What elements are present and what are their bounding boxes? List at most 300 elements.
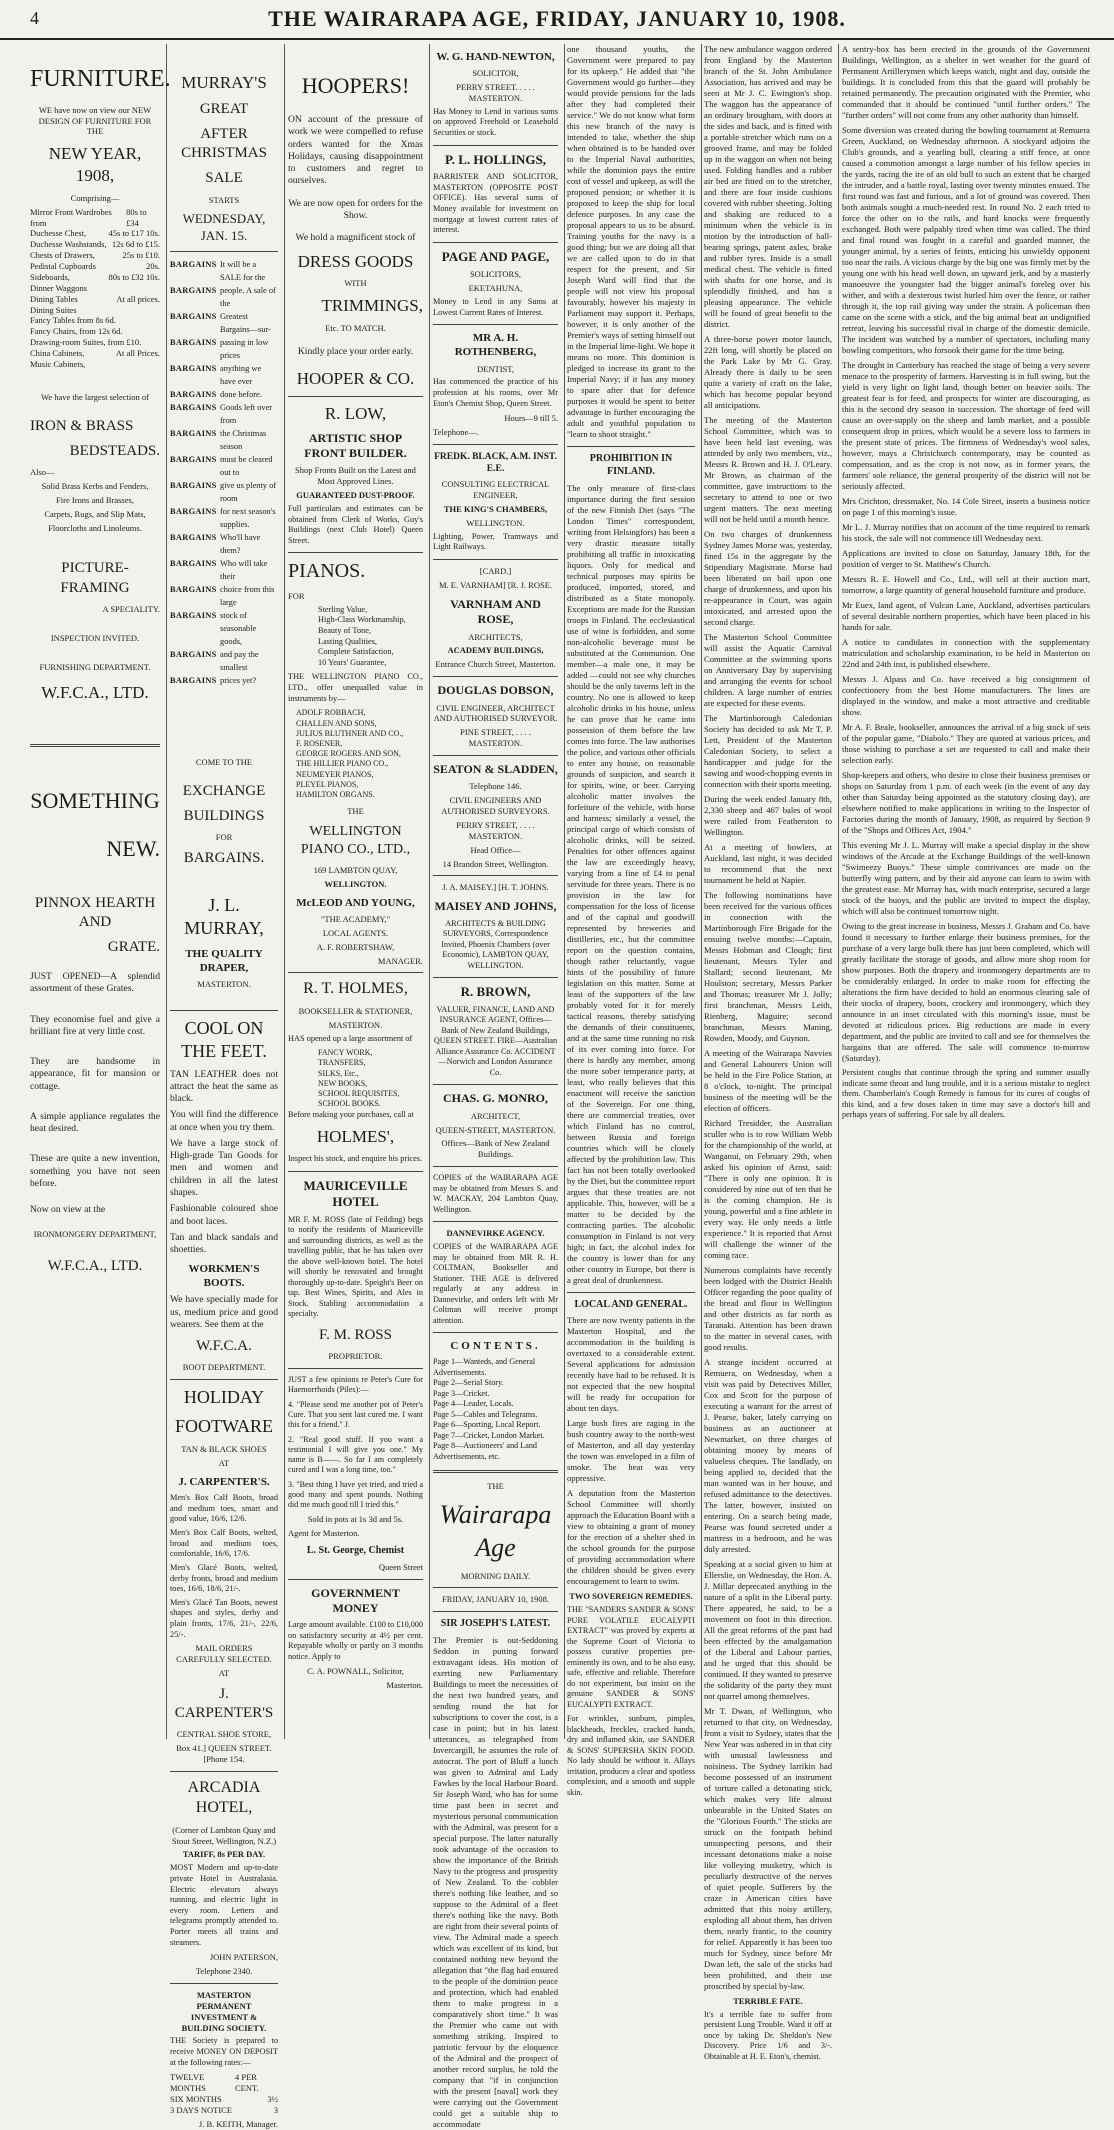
divider xyxy=(433,145,558,146)
holmes-heading: R. T. HOLMES, xyxy=(303,980,408,998)
leader-text: The Premier is out-Seddoning Seddon in putting forward extravagant ideas. His motion of exerting new Parliamentary Buildings to meet the necessities of the next two hundred years, and sending round the hat for subscriptions to cover the cost, is a case in point; but in his latest utterances, as telegraphed from Invercargill, he assumes the role of autocrat. The port of Bluff a lunch was given to Admiral and Lady Fawkes by the local Harbour Board. Sir Joseph Ward, who has for some time past been in secret and mysterious personal communication with the Admiral, was present for a special purpose. The latter naturally took advantage of the occasion to show the importance of the British Navy to the progress and prosperity of New Zealand. To the cobbler there's nothing like leather, and so suppose to the Admiral of a fleet there's nothing like the navy. Both are right from their several points of view. The Admiral made a speech which was excellent of its kind, but contained nothing new beyond the allegation that "the flag had ensured to the people of the dominion peace and protection, which had enabled them to make progress in a comparatively short time." It was the Premier who came out with something striking. Inspired to patriotic fervour by the eloquence of the Admiral and the prospect of another record surplus, he told the company that "if in conjunction with the present [naval] work they were carrying out the Government could get a suitable ship to accommodate xyxy=(433,1635,558,2130)
holmes-item: SILKS, Etc., xyxy=(318,1068,359,1078)
shoe-item: Men's Glacé Tan Boots, newest shapes and styles, derby and plain fronts, 17/6, 21/-, 22/6, 25/-. xyxy=(170,1597,278,1639)
local-item: A deputation from the Masterton School Committee will shortly approach the Education Board with a view to obtaining a grant of money for the erection of a shelter shed in the school grounds for the purpose of providing accommodation where the children should be given every encouragement to learn to swim. xyxy=(567,1488,695,1587)
picture-framing-heading: PICTURE-FRAMING xyxy=(60,560,130,596)
tariff-label: TARIFF, 8s PER DAY. xyxy=(182,1849,266,1860)
price-row: Drawing-room Suites, from £10. xyxy=(30,337,142,348)
bargains-line: and pay the smallest xyxy=(220,650,259,673)
ad-text: Full particulars and estimates can be obtained from Clerk of Works, Guy's Buildings (next Club Hotel) Queen Street. xyxy=(288,503,423,545)
grate-text: JUST OPENED—A splendid assortment of these Grates. xyxy=(30,971,160,995)
piano-quality: Sterling Value, xyxy=(318,604,368,614)
newspaper-title: THE WAIRARAPA AGE, FRIDAY, JANUARY 10, 1908. xyxy=(268,6,846,31)
academy-buildings: ACADEMY BUILDINGS, xyxy=(447,645,544,656)
bargains-key: BARGAINS xyxy=(170,311,217,321)
divider xyxy=(170,1983,278,1984)
page-sub: SOLICITORS, xyxy=(469,269,522,280)
divider xyxy=(288,1368,423,1369)
hollings-heading: P. L. HOLLINGS, xyxy=(444,151,547,167)
furniture-price-list xyxy=(30,207,160,370)
monro-address: QUEEN-STREET, MASTERTON. xyxy=(435,1124,556,1135)
price-row: Fancy Chairs, from 12s 6d. xyxy=(30,326,123,337)
bargains-row xyxy=(170,505,278,531)
column-leader-continued xyxy=(567,44,702,1797)
local-item: Messrs J. Alpass and Co. have received a big consignment of confectionery from the best Home manufacturers. The lines are displayed in the window, and make a most attractive and creditable show. xyxy=(842,674,1090,717)
local-general-heading: LOCAL AND GENERAL. xyxy=(574,1298,688,1310)
for-label: FOR xyxy=(215,832,233,843)
also-item: Solid Brass Kerbs and Fenders, xyxy=(41,480,149,491)
bargains-key: BARGAINS xyxy=(170,402,217,412)
bargains-row xyxy=(170,336,278,362)
local-item: During the week ended January 8th, 2,330 sheep and 467 bales of wool were railed from Featherston to Wellington. xyxy=(704,794,832,837)
ad-text: Tan and black sandals and shoetties. xyxy=(170,1231,278,1256)
contents-item: Page 8—Auctioneers' and Land Advertisements, etc. xyxy=(433,1441,538,1461)
bargains-key: BARGAINS xyxy=(170,285,217,295)
ad-text: Has commenced the practice of his profession at his rooms, over Mr Eton's Chemist Shop, Queen Street. xyxy=(433,377,558,408)
testimonial: 3. "Best thing I have yet tried, and tried a good many and spent pounds. Nothing did me much good till I tried this." xyxy=(288,1479,423,1510)
divider xyxy=(288,972,423,973)
leader-text-continued: one thousand youths, the Government were prepared to pay for its upkeep." He added that "the Government would go further—they would provide pensions for the lads after they had completed their service." We do not know what form this new branch of the navy is intended to take, whether the ship when obtained is to be handed over to the Imperial Naval authorities, while the dominion pays the entire cost of vessel and upkeep, as will the proposed pension; or whether it is proposed to keep the ship for local defence purposes. In any case the proposal appears to us to be absurd. Training youths for the navy is a good thing; but we are doing all that we are called upon to do in that respect for the present, and Sir Joseph Ward will find that the people will not view his proposal favourably, however his majesty in Parliament may support it. Perhaps, however, it is only another of the Premier's ways of setting himself out in the Imperial lime-light. We hope it means no more. This dominion is pledged to increase its grant to the Imperial Navy; if it has any money to spare after that for defence purposes it would be spent to better advantage in further encouraging the adult and youthful population to "learn to shoot straight." xyxy=(567,44,695,439)
the-label: THE xyxy=(487,1481,504,1492)
keith-name: J. B. KEITH, Manager. xyxy=(198,2118,278,2129)
local-item: Mr Euex, land agent, of Vulcan Lane, Auckland, advertises particulars of several desirable northern properties, which have been placed in his hands for sale. xyxy=(842,600,1090,632)
bargains-row xyxy=(170,674,278,687)
price-row: Mirror Front Wardrobes from 80s to £34 xyxy=(30,206,147,228)
seaton-sub: CIVIL ENGINEERS AND AUTHORISED SURVEYORS. xyxy=(441,795,550,817)
price-row: Chests of Drawers, 25s to £10. xyxy=(30,250,160,261)
ad-text: Lighting, Power, Tramways and Light Railways. xyxy=(433,531,558,552)
divider xyxy=(170,251,278,252)
boot-dept-label: BOOT DEPARTMENT. xyxy=(182,1362,266,1373)
ad-text: Money to Lend in any Sums at Lowest Current Rates of Interest. xyxy=(433,297,558,317)
ad-text: JUST a few opinions re Peter's Cure for Haemorrhoids (Piles):— xyxy=(288,1374,423,1395)
new-year-heading: NEW YEAR, 1908, xyxy=(48,144,142,186)
local-item: Owing to the great increase in business, Messrs J. Graham and Co. have found it necessary to further enlarge their business premises, for the purchase of a very large bulk there has just been completed, which will greatly facilitate the storage of goods, and allow more shop room for show purposes. Both the drapery and ironmongery departments are to be considerably enlarged. In order to make room for effecting the alterations the firm have decided to hold an enormous clearing sale of their stocks of drapery, boots, crockery and ironmongery, which they announce in an inset circulated with this morning's issue, must be devoted at ridiculous prices. Big reductions are made in every department, and the public are invited to call and see for themselves the bargains that are offered. The sale will commence to-morrow (Saturday). xyxy=(842,921,1090,1063)
at-label: AT xyxy=(218,1667,230,1678)
holiday-heading: HOLIDAY xyxy=(183,1387,265,1408)
monro-heading: CHAS. G. MONRO, xyxy=(443,1091,548,1106)
page-town: EKETAHUNA, xyxy=(468,283,523,294)
leader-heading: SIR JOSEPH'S LATEST. xyxy=(440,1618,551,1630)
divider xyxy=(567,1292,695,1293)
tan-black-label: TAN & BLACK SHOES xyxy=(181,1444,267,1455)
bargains-line: people. A sale of the xyxy=(220,285,276,308)
dobson-heading: DOUGLAS DOBSON, xyxy=(437,683,554,698)
divider xyxy=(433,1611,558,1612)
buildings-heading: BUILDINGS xyxy=(183,808,265,825)
local-item: A strange incident occurred at Remuera, on Wednesday, when a visit was paid by Detectives Miller, Cox and Scott for the purpose of executing a warrant for the arrest of J. Pearse, baker, lately carrying on business as an auctioneer at Newmarket, on three charges of obtaining money by means of valueless cheques. The landlady, on being applied to, decided that the man wanted was in her house, and refused admittance to the detectives. The latter, however, insisted on entering. On a search being made, Pearse was found secreted under a mattress in a bedroom, and he was duly arrested. xyxy=(704,1357,832,1554)
also-item: Floorcloths and Linoleums. xyxy=(48,522,142,533)
bargains-row xyxy=(170,557,278,583)
testimonial: 2. "Real good stuff. If you want a testimonial I will give you one." My name is B——. So far I am completely cured and I was a long time, too." xyxy=(288,1434,423,1475)
contents-item: Page 1—Wanteds, and General Advertisements. xyxy=(433,1357,536,1377)
testimonial: 4. "Please send me another pot of Peter's Cure. That you sent last cured me. I want this for a friend." J. xyxy=(288,1399,423,1430)
hooper-co-heading: HOOPER & CO. xyxy=(296,369,415,389)
sale-date: WEDNESDAY, JAN. 15. xyxy=(182,211,266,243)
bargains-line: Who will take their xyxy=(220,558,268,581)
holmes-item: NEW BOOKS, xyxy=(318,1078,368,1088)
also-item: Fire Irons and Brasses, xyxy=(56,494,134,505)
ad-text: Has Money to Lend in various sums on approved Freehold or Leasehold Securities or stock. xyxy=(433,106,558,137)
local-item: Some diversion was created during the bowling tournament at Remuera Green, Auckland, on Wednesday afternoon. A stockyard adjoins the Club's grounds, and a yearling bull, clearing a stiff fence, at once caused a commotion amongst a large number of his fellow species in the yards, racing the ire of an old bull to such an extent that he charged the intruder, and a battle royal, lasting over twenty minutes ensued. The first round was fast and furious, and a lot of ground was covered. Then both animals sought a much-needed rest. In round No. 2 each tried to force the other on to the rails, and hard knocks were frequently exchanged. Both were palpably tired when time was called. The third and final round was fought in a careful and guarded manner, the younger animal, by a series of feints, enticing his unwieldy opponent too near the rails. A vicious charge by the big one was firmly met by the young one with his head well down, an upward jerk, and by a masterly manoeuvre the youngster had the bigger animal's foreleg over his wither, and with a dexterous twist hurled him over the fence, or rather through it, the top rail giving way under the strain. A policeman then came on the scene with a stick, and the big animal beat an undignified retreat, leaving his successful rival in charge of the domestic demicile. The incident was watched by a number of spectators, including many bowling competitors, who forsook their game for the time being. xyxy=(842,125,1090,355)
ad-text: You will find the difference at once when you try them. xyxy=(170,1109,278,1133)
local-item: The drought in Canterbury has reached the stage of being a very severe menace to the prosperity of farmers. Harvesting is in full swing, but the yield is very light on light land, though better on heavier soils. The greatest fear is for feed, and prospects for winter are discouraging, as this is the second dry season in succession. The shortage of feed will cause an over-supply on the sheep and lamb market, and a possible consequent drop in prices, which would be a severe loss to farmers in the present state of prices. The firmness of Wednesday's wool sales, however, mays a Christchurch contemporary, may be counted as compensation, and as the crop is not now, as in former years, the farmers' sole reliance, the general prosperity of the district will not be seriously affected. xyxy=(842,360,1090,491)
bargains-heading: BARGAINS. xyxy=(183,850,265,867)
holmes-item: TRANSFERS, xyxy=(318,1058,366,1068)
column-local-news xyxy=(704,44,839,2061)
seaton-heading: SEATON & SLADDEN, xyxy=(433,762,558,776)
local-item: The new ambulance waggon ordered from England by the Masterton branch of the St. John Ambulance Association, has arrived and may be seen at Mr J. C. Ewington's shop. The waggon has the appearance of an ordinary brougham, with doors at the sides and back, and is fitted with a portable stretcher which runs on a grooved frame, and may be folded up in the waggon on when not being used. Folding handles and a rubber air bed are fitted on to the stretcher, and there are four inside cushions covered with rubber sheeting. Jolting and shaking are reduced to a minimum when the vehicle is in motion by the introduction of ball-bearing springs, patent axles, brake and rubber tyres. Inside is a small medical chest. The vehicle is fitted with shafts for one horse, and is splendidly finished, and has a pleasing appearance. The vehicle will be found of great benefit to the district. xyxy=(704,44,832,329)
piano-quality: Complete Satisfaction, xyxy=(318,647,394,657)
jl-murray-heading: J. L. MURRAY, xyxy=(184,895,264,939)
hours-label: Hours—9 till 5. xyxy=(504,413,558,424)
ad-text: Agent for Masterton. xyxy=(288,1528,360,1539)
sale-heading: SALE xyxy=(205,170,243,187)
grate-text: A simple appliance regulates the heat desired. xyxy=(30,1110,160,1135)
bedsteads-heading: BEDSTEADS. xyxy=(69,442,160,459)
ad-text: BARRISTER AND SOLICITOR, MASTERTON (OPPOSITE POST OFFICE). Has several sums of Money available for investment on mortgage at lowest current rates of interest. xyxy=(433,172,558,235)
seaton-telephone: Telephone 146. xyxy=(469,781,522,792)
bargains-line: It will be a SALE for the xyxy=(220,259,266,282)
starts-label: STARTS xyxy=(208,194,240,205)
shoe-item: Men's Glacé Boots, welted, derby fronts, broad and medium toes, 16/6, 18/6, 21/-. xyxy=(170,1562,278,1594)
grate-text: They are handsome in appearance, fit for mansion or cottage. xyxy=(30,1056,160,1092)
ad-text: ON account of the pressure of work we were compelled to refuse orders wanted for the Xmas Holidays, causing disappointment to customers and regret to ourselves. xyxy=(288,114,423,187)
bargains-key: BARGAINS xyxy=(170,585,217,595)
divider xyxy=(433,324,558,325)
bargains-key: BARGAINS xyxy=(170,337,217,347)
newton-sub: SOLICITOR, xyxy=(472,68,519,79)
something-heading: SOMETHING xyxy=(30,788,160,814)
newton-heading: W. G. HAND-NEWTON, xyxy=(436,51,555,63)
divider xyxy=(433,1470,558,1473)
arcadia-heading: ARCADIA HOTEL, xyxy=(187,1778,261,1817)
bargains-key: BARGAINS xyxy=(170,389,217,399)
bargains-key: BARGAINS xyxy=(170,454,217,464)
etc-label: Etc. TO MATCH. xyxy=(325,322,386,333)
column-furniture-ads xyxy=(30,44,171,1739)
pine-street: PINE STREET, . . . . MASTERTON. xyxy=(460,727,531,749)
divider xyxy=(433,444,558,445)
rate-row: TWELVE MONTHS 4 PER CENT. xyxy=(170,2072,259,2094)
divider xyxy=(433,1166,558,1167)
local-item: A sentry-box has been erected in the grounds of the Government Buildings, Wellington, as a shelter in wet weather for the guard of Permanent Artillerymen which keeps watch, night and day, outside the buildings. It is concluded from this that the guard will probably be retained permanently. The precaution originated with the Premier, who commanded that it should be continued "until further orders." The "further orders" will not come from any other authority than himself. xyxy=(842,44,1090,120)
for-label: FOR xyxy=(288,590,305,601)
building-society-heading: MASTERTON PERMANENT INVESTMENT & BUILDING SOCIETY. xyxy=(181,1989,267,2033)
divider xyxy=(567,446,695,447)
monro-office: Offices—Bank of New Zealand Buildings. xyxy=(441,1138,550,1160)
column-hoopers-ads xyxy=(288,44,430,1739)
perry-street: PERRY STREET, . . . . MASTERTON. xyxy=(456,819,535,841)
ad-text: Kindly place your order early. xyxy=(297,345,414,357)
dress-goods-heading: DRESS GOODS xyxy=(297,251,414,271)
academy-label: "THE ACADEMY," xyxy=(320,913,391,924)
telephone-label: Telephone—. xyxy=(433,427,479,438)
terrible-fate-text: It's a terrible fate to suffer from persistent Lung Trouble. Ward it off at once by taking Dr. Sheldon's New Discovery. Price 1/6 and 3/-. Obtainable at H. E. Eton's, chemist. xyxy=(704,2009,832,2061)
divider xyxy=(433,755,558,756)
price-row: China Cabinets, At all Prices. xyxy=(30,348,160,359)
local-item: The Masterton School Committee will assist the Aquatic Carnival Committee at the swimming sports on Anniversary Day by supervising and arranging the events for school children. A large number of entries are expected for these events. xyxy=(704,632,832,708)
ad-text: COPIES of the WAIRARAPA AGE may be obtained from MR R. H. COLTMAN, Bookseller and Stationer. THE AGE is delivered regularly at any address in Dannevirke, and orders left with Mr Coltman will receive prompt attention. xyxy=(433,1242,558,1325)
grate-heading: GRATE. xyxy=(107,938,160,955)
bargains-line: anything we have ever xyxy=(220,363,262,386)
wellington-piano-heading: WELLINGTON PIANO CO., LTD., xyxy=(300,824,411,858)
morning-daily-label: MORNING DAILY. xyxy=(460,1570,531,1581)
piano-quality: Lasting Qualities, xyxy=(318,636,377,646)
mail-orders-label: MAIL ORDERS CAREFULLY SELECTED. xyxy=(176,1643,272,1665)
rate-row: SIX MONTHS 3½ xyxy=(170,2094,278,2105)
pianos-heading: PIANOS. xyxy=(288,560,366,583)
divider xyxy=(170,1379,278,1380)
guaranteed-label: GUARANTEED DUST-PROOF. xyxy=(296,490,415,501)
arcadia-text: MOST Modern and up-to-date private Hotel in Australasia. Electric elevators always running, and electric light in every room. Letters and telegrams promptly attended to. Porter meets all trains and steamers. xyxy=(170,1863,278,1947)
holmes-sub: BOOKSELLER & STATIONER, xyxy=(298,1005,413,1016)
ad-text: Before making your purchases, call at xyxy=(288,1109,414,1119)
local-item: Messrs R. E. Howell and Co., Ltd., will sell at their auction mart, tomorrow, a large quantity of general household furniture and produce. xyxy=(842,574,1090,595)
local-item: Speaking at a social given to him at Ellerslie, on Wednesday, the Hon. A. J. Millar deprecated anything in the nature of a split in the Liberal party. There appeared, he said, to be a movement on foot in this direction. All the great reforms of the past had been effected by the amalgamation of the Liberal and Labour parties, and he urged that this should be continued. If they wanted to preserve the solidarity of the party they must not quarrel among themselves. xyxy=(704,1559,832,1701)
the-label: THE xyxy=(347,806,364,817)
ironmongery-dept: IRONMONGERY DEPARTMENT, xyxy=(33,1228,157,1239)
dentist-label: DENTIST, xyxy=(477,363,514,374)
telephone-label: Telephone 2340. xyxy=(195,1966,253,1977)
furniture-intro: WE have now on view our NEW DESIGN OF FURNITURE FOR THE xyxy=(38,104,152,137)
local-item: Large bush fires are raging in the bush country away to the north-west of Masterton, and all day yesterday the town was enveloped in a film of smoke. The heat was very oppressive. xyxy=(567,1418,695,1484)
page-page-heading: PAGE AND PAGE, xyxy=(441,248,550,264)
divider xyxy=(433,875,558,876)
ross-name: F. M. ROSS xyxy=(318,1326,392,1343)
shoe-item: Men's Box Calf Boots, welted, broad and medium toes, comfortable, 16/6, 17/6. xyxy=(170,1528,278,1559)
bargains-line: prices yet? xyxy=(220,676,257,686)
divider xyxy=(170,1771,278,1772)
piano-maker: GEORGE ROGERS AND SON, xyxy=(296,749,401,759)
column-murray-ads xyxy=(170,44,285,2129)
divider xyxy=(288,1579,423,1580)
bargains-line: Greatest Bargains—sur- xyxy=(220,311,271,334)
piano-maker: ADOLF ROBBACH, xyxy=(296,708,366,718)
local-item: Numerous complaints have recently been lodged with the District Health Officer regarding the poor quality of the bread and flour in Wellington and other districts as far north as Taranaki. Attention has been drawn to the matter in several cases, with good results. xyxy=(704,1265,832,1352)
black-sub: CONSULTING ELECTRICAL ENGINEER, xyxy=(441,479,550,501)
maisey-heading: MAISEY AND JOHNS, xyxy=(434,899,557,914)
ad-text: Fashionable coloured shoe and boot laces. xyxy=(170,1203,278,1227)
price-row: Pedistal Cupboards 20s. xyxy=(30,261,160,272)
bargains-row xyxy=(170,427,278,453)
holmes-big-heading: HOLMES', xyxy=(316,1127,395,1147)
at-label: AT xyxy=(218,1458,230,1469)
proprietor-label: PROPRIETOR. xyxy=(328,1351,383,1362)
local-item: Mr T. Dwan, of Wellington, who returned to that city, on Wednesday, from a visit to Sydney, states that the New Year was ushered in in that city with unusual lawlessness and noisiness. The Sydney larrikin had become possessed of an instrument of torture called a detonating stick, which makes very life almost unbearable in the United States on the "Glorious Fourth." The sticks are struck on the footpath behind unsuspecting persons, and their incessant detonations make a noise like volleying musketry, which is peculiarly destructive of the nerves of quiet people. Sufferers by the craze in American cities have admitted that this noisy artillery, exploding all about them, has driven them, nearly frantic, to the country for relief. Apparently it has been too much for Sydney, since before Mr Dwan left, the sale of the sticks had been prohibited, and their use proscribed by special by-law. xyxy=(704,1706,832,1991)
kings-town: WELLINGTON. xyxy=(466,517,525,528)
bargains-key: BARGAINS xyxy=(170,532,217,542)
supersha-text: For wrinkles, sunburn, pimples, blackheads, freckles, cracked hands, dry and inflamed skin, use SANDER & SONS' SUPERSHA SKIN FOOD. No lady should be without it. Allays irritation, produces a clear and spotless complexion, and a smooth and supple skin. xyxy=(567,1714,695,1797)
wellington-label: WELLINGTON. xyxy=(324,878,387,889)
masterton-label: MASTERTON. xyxy=(197,978,251,989)
contents-item: Page 5—Cables and Telegrams. xyxy=(433,1409,538,1419)
local-item: A three-horse power motor launch, 22ft long, will shortly be placed on the Park Lake by Mr G. Gray. Already there is daily to be seen quite a variety of craft on the lake, which has become popular beyond all anticipations. xyxy=(704,334,832,410)
inspection-label: INSPECTION INVITED. xyxy=(50,632,140,643)
iron-brass-heading: IRON & BRASS xyxy=(30,417,134,434)
piano-maker: NEUMEYER PIANOS, xyxy=(296,769,374,779)
now-on-view: Now on view at the xyxy=(30,1204,106,1216)
contents-item: Page 6—Sporting, Local Report. xyxy=(433,1420,541,1430)
wfca-heading: W.F.C.A. xyxy=(196,1338,252,1355)
divider xyxy=(433,977,558,978)
central-shoe-label: CENTRAL SHOE STORE, xyxy=(176,1729,272,1740)
cool-feet-heading: COOL ON THE FEET. xyxy=(181,1017,267,1061)
piano-quality: 10 Years' Guarantee, xyxy=(318,657,387,667)
card-label: [CARD.] xyxy=(479,566,512,577)
column-professional-cards xyxy=(433,44,565,2130)
ad-text: Inspect his stock, and enquire his prices. xyxy=(288,1154,423,1164)
carpenters-heading: J. CARPENTER'S. xyxy=(178,1476,270,1489)
new-heading: NEW. xyxy=(106,836,160,862)
price-row: Dinner Waggons xyxy=(30,282,87,293)
price-row: Duchesse Washstands, 12s 6d to £15. xyxy=(30,239,160,250)
local-item: Mr A. F. Beale, bookseller, announces the arrival of a big stock of sets of the popular game, "Diabolo." They are quoted at various prices, and those wishing to purchase a set are requested to call and make their selection early. xyxy=(842,722,1090,765)
bargains-line: Goods left over from xyxy=(220,402,273,425)
also-item: Carpets, Rugs, and Slip Mats, xyxy=(44,508,146,519)
head-office-label: Head Office— xyxy=(470,844,521,855)
with-label: WITH xyxy=(344,278,367,289)
bargains-line: done before. xyxy=(220,389,262,399)
bargains-key: BARGAINS xyxy=(170,558,217,568)
local-item: At a meeting of bowlers, at Auckland, last night, it was decided to recommend that the next tournament be held at Napier. xyxy=(704,842,832,885)
bargains-row xyxy=(170,609,278,648)
sanders-heading: TWO SOVEREIGN REMEDIES. xyxy=(569,1591,693,1602)
bargains-line: the Christmas season xyxy=(220,428,267,451)
come-to-label: COME TO THE xyxy=(195,757,253,768)
bargains-key: BARGAINS xyxy=(170,650,217,660)
local-item: Shop-keepers and others, who desire to close their business premises or shops on Saturday from 1 p.m. of each week (in the event of any day other than Saturday being appointed as the statutory closing day), are elsewhere notified to make applications in writing to the Inspector of Factories during the month of January, 1908, as required by Section 9 of the "Shops and Offices Act, 1904." xyxy=(842,770,1090,835)
quality-draper: THE QUALITY DRAPER, xyxy=(185,947,263,974)
grate-text: These are quite a new invention, something you have not seen before. xyxy=(30,1153,160,1190)
dannevirke-heading: DANNEVIRKE AGENCY. xyxy=(446,1228,545,1239)
ad-text: ARCHITECTS & BUILDING SURVEYORS, Correspondence Invited, Phoenix Chambers (over Economic), LAMBTON QUAY, WELLINGTON. xyxy=(441,918,550,970)
bargains-key: BARGAINS xyxy=(170,611,217,621)
piano-maker: HAMILTON ORGANS. xyxy=(296,790,375,800)
divider xyxy=(433,242,558,243)
hoopers-heading: HOOPERS! xyxy=(301,73,410,98)
queen-street-label: Queen Street xyxy=(378,1561,423,1572)
bargains-row xyxy=(170,401,278,427)
mcleod-heading: McLEOD AND YOUNG, xyxy=(296,896,415,909)
robertshaw-name: A. F. ROBERTSHAW, xyxy=(316,941,395,952)
monro-sub: ARCHITECT, xyxy=(470,1110,521,1121)
brown-heading: R. BROWN, xyxy=(460,984,531,1000)
bargains-key: BARGAINS xyxy=(170,363,217,373)
holmes-item: FANCY WORK, xyxy=(318,1048,373,1058)
bargains-line: stock of seasonable goods, xyxy=(220,611,257,647)
varnham-names: M. E. VARNHAM] [R. J. ROSE. xyxy=(438,579,553,590)
sanders-text: THE "SANDERS SANDER & SONS' PURE VOLATILE EUCALYPTI EXTRACT" was proved by experts at the Supreme Court of Victoria to possess curative properties pre-eminently its own, and to be also easy, safe, effective and reliable. Therefore do not experiment, but insist on the genuine SANDER & SONS' EUCALYPTI EXTRACT. xyxy=(567,1605,695,1709)
low-subheading: ARTISTIC SHOP FRONT BUILDER. xyxy=(304,430,407,460)
ad-text: We have a large stock of High-grade Tan Goods for men and women and children in all the latest shapes. xyxy=(170,1137,278,1198)
piano-maker: THE HILLIER PIANO CO., xyxy=(296,759,389,769)
masthead xyxy=(0,0,1114,40)
pownall-town: Masterton. xyxy=(386,1680,423,1691)
manager-label: MANAGER. xyxy=(377,955,423,966)
mauriceville-heading: MAURICEVILLE HOTEL xyxy=(303,1177,408,1210)
bargains-row xyxy=(170,310,278,336)
piano-quality: Beauty of Tone, xyxy=(318,626,371,636)
local-item: This evening Mr J. L. Murray will make a special display in the show windows of the Arcade at the Exchange Buildings of the well-known "Swimeezy Buoys." These simple contrivances are made on the butterfly wing pattern, and by their aid anyone can learn to swim with the greatest ease. Mr Murray has, with much enterprise, secured a large stock of the buoys, and the public are invited to inspect the display, which will also be continued tomorrow night. xyxy=(842,840,1090,916)
shoe-item: Men's Box Calf Boots, broad and medium toes, smart and good value, 16/6, 12/6. xyxy=(170,1493,278,1524)
divider xyxy=(30,744,160,747)
furniture-heading: FURNITURE. xyxy=(30,66,171,92)
footware-heading: FOOTWARE xyxy=(175,1416,273,1437)
local-item: There are now twenty patients in the Masterton Hospital, and the accommodation in the building is overtaxed to a considerable extent. Several applications for admission recently have had to be refused. It is not expected that the new hospital will be ready for occupation for about ten days. xyxy=(567,1315,695,1414)
bargains-key: BARGAINS xyxy=(170,506,217,516)
local-item: The Martinborough Caledonian Society has decided to ask Mr T. P. Lett, President of the Masterton Caledonian Society, to select a handicapper and judge for the sawing and wood-chopping events in connection with their sports meeting. xyxy=(704,713,832,789)
piano-maker: F. ROSENER, xyxy=(296,739,343,748)
grate-text: They economise fuel and give a brilliant fire at very little cost. xyxy=(30,1013,160,1037)
ad-text: Shop Fronts Built on the Latest and Most Approved Lines. xyxy=(295,465,416,487)
also-label: Also— xyxy=(30,467,55,478)
bargains-key: BARGAINS xyxy=(170,428,217,438)
bargains-row xyxy=(170,648,278,674)
bargains-key: BARGAINS xyxy=(170,676,217,686)
wfca-heading: W.F.C.A., LTD. xyxy=(41,683,149,703)
price-row: Duchesse Chest, 45s to £17 10s. xyxy=(30,228,160,239)
piano-quality: High-Class Workmanship, xyxy=(318,615,406,625)
varnham-heading: VARNHAM AND ROSE, xyxy=(450,596,541,627)
ad-text: THE WELLINGTON PIANO CO., LTD., offer unequalled value in instruments by— xyxy=(288,672,423,703)
ad-text: We are now open for orders for the Show. xyxy=(288,197,423,222)
bargains-row xyxy=(170,362,278,388)
arcadia-address: (Corner of Lambton Quay and Stout Street, Wellington, N.Z.) xyxy=(171,1824,277,1846)
bargains-line: Who'll have them? xyxy=(220,532,261,555)
contents-item: Page 7—Cricket, London Market. xyxy=(433,1430,545,1440)
pinnox-heading: PINNOX HEARTH AND xyxy=(34,894,156,930)
st-george-name: L. St. George, Chemist xyxy=(306,1545,405,1557)
bargains-row xyxy=(170,453,278,479)
dateline: FRIDAY, JANUARY 10, 1908. xyxy=(442,1594,549,1605)
stock-line: We have the largest selection of xyxy=(41,391,149,402)
brandon-street: 14 Brandon Street, Wellington. xyxy=(442,858,549,869)
local-item: Mr L. J. Murray notifies that on account of the time required to remark his stock, the sale will not commence till Wednesday next. xyxy=(842,522,1090,543)
rate-row: 3 DAYS NOTICE 3 xyxy=(170,2104,278,2115)
paterson-name: JOHN PATERSON, xyxy=(209,1952,278,1963)
entrance-label: Entrance Church Street, Masterton. xyxy=(435,659,556,670)
comprising-label: Comprising— xyxy=(70,192,120,203)
divider xyxy=(288,552,423,553)
bargains-line: passing in low prices xyxy=(220,337,269,360)
kings-chambers: THE KING'S CHAMBERS, xyxy=(443,504,548,515)
local-item: A meeting of the Wairarapa Navvies and General Labourers Union will be held in the Fire Police Station, at 8 o'clock, to-night. The principal business of the meeting will be the election of officers. xyxy=(704,1048,832,1113)
wairarapa-age-wordmark: Wairarapa Age xyxy=(439,1500,552,1563)
local-item: The following nominations have been received for the various offices in connection with the Martinborough Fire Brigade for the ensuing twelve months:—Captain, Messrs Hobman and Clough; first lieutenant, Messrs Tyler and Stallard; second lieutenant, Mr Houlston; secretary, Messrs Parker and Thomas; treasurer Mr J. Jolly; first branchman, Messrs Leith, Rienberg, Maguire; second branchman, Messrs Maning, Rowden, Moody, and Guynon. xyxy=(704,890,832,1043)
pownall-name: C. A. POWNALL, Solicitor, xyxy=(307,1666,404,1677)
divider xyxy=(288,396,423,397)
divider xyxy=(433,1587,558,1588)
page-number: 4 xyxy=(30,8,39,28)
ad-text: Sold in pots at 1s 3d and 5s. xyxy=(307,1514,404,1525)
local-item: Applications are invited to close on Saturday, January 18th, for the position of verger to St. Matthew's Church. xyxy=(842,548,1090,569)
great-heading: GREAT xyxy=(199,100,249,117)
furnishing-dept-label: FURNISHING DEPARTMENT. xyxy=(39,661,151,672)
price-row: Fancy Tables from 8s 6d. xyxy=(30,315,116,326)
rothenberg-heading: MR A. H. ROTHENBERG, xyxy=(454,332,537,359)
holmes-item: SCHOOL REQUISITES, xyxy=(318,1089,400,1099)
ad-text: TAN LEATHER does not attract the heat the same as black. xyxy=(170,1068,278,1105)
bargains-line: choice from this large xyxy=(220,585,275,608)
ad-text: COPIES of the WAIRARAPA AGE may be obtained from Messrs S. and W. MACKAY, 204 Lambton Quay, Wellington. xyxy=(433,1173,558,1214)
contents-item: Page 2—Serial Story. xyxy=(433,1378,504,1388)
bargains-line: give us plenty of room xyxy=(220,480,277,503)
speciality-label: A SPECIALITY. xyxy=(102,603,160,614)
bargains-row xyxy=(170,479,278,505)
bargains-line: must be cleared out to xyxy=(220,454,273,477)
contents-item: Page 3—Cricket. xyxy=(433,1388,490,1398)
